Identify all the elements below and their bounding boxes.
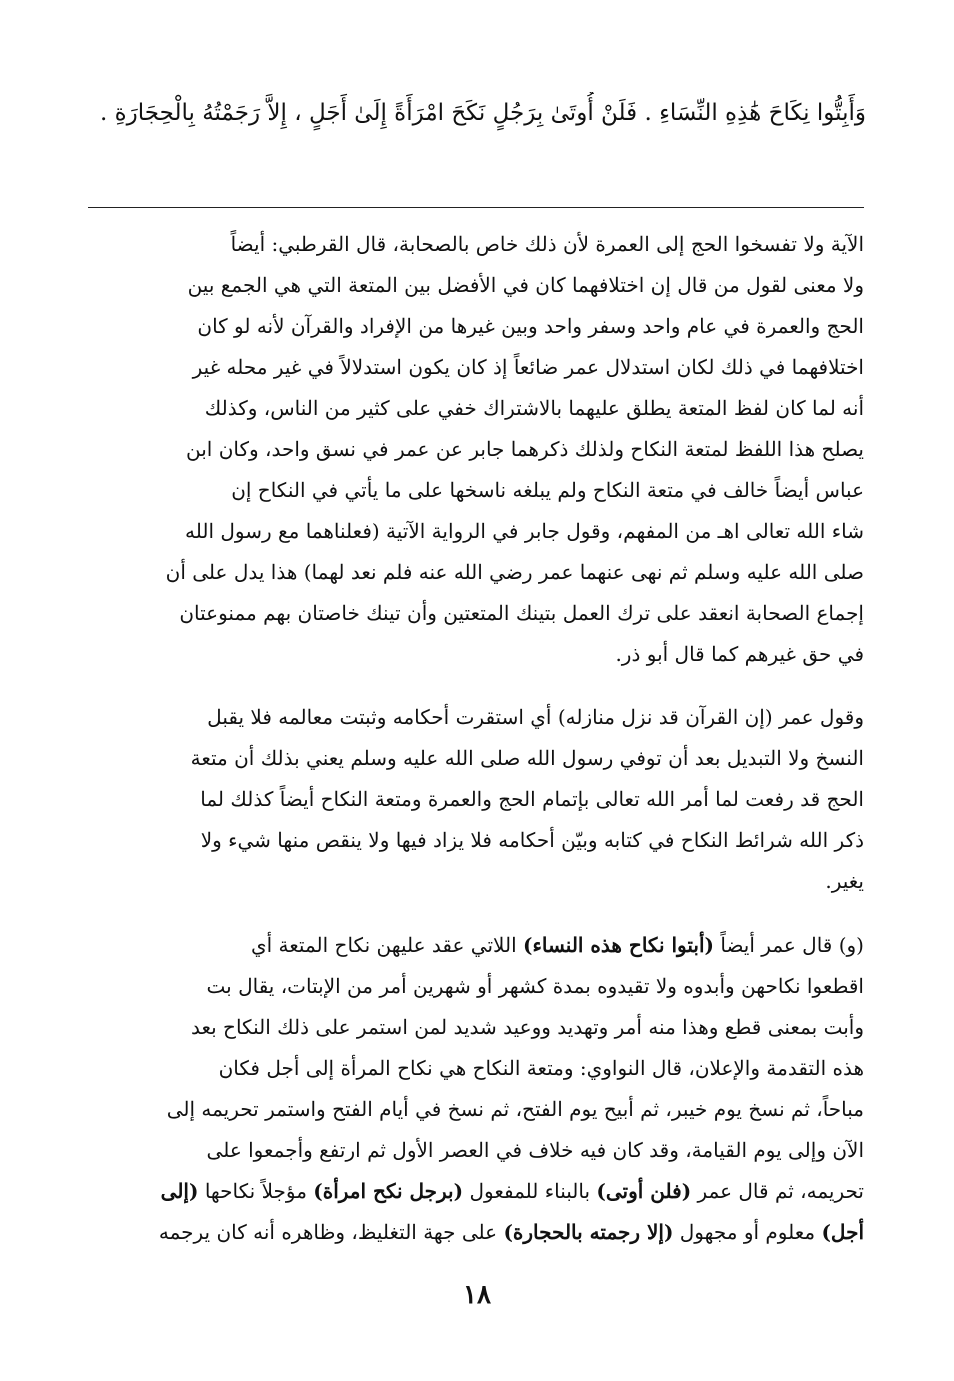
text-run: مؤجلاً نكاحها bbox=[198, 1179, 314, 1203]
commentary-line: الآن وإلى يوم القيامة، وقد كان فيه خلاف في العصر الأول ثم ارتفع وأجمعوا على bbox=[206, 1138, 864, 1162]
footnote-separator-rule bbox=[88, 207, 864, 208]
commentary-line: وأبت بمعنى قطع وهذا منه أمر وتهديد ووعيد شديد لمن استمر على ذلك النكاح بعد bbox=[190, 1015, 864, 1039]
text-run: اللاتي عقد عليهن نكاح المتعة أي bbox=[250, 933, 523, 957]
commentary-line: شاء الله تعالى اهـ من المفهم، وقول جابر في الرواية الآتية (فعلناهما مع رسول الله bbox=[185, 519, 864, 543]
commentary-line: اختلافهما في ذلك لكان استدلال عمر ضائعاً إذ كان يكون استدلالاً في غير محله غير bbox=[192, 355, 864, 379]
text-run: تحريمه، ثم قال عمر bbox=[691, 1179, 864, 1203]
commentary-line: الآية ولا تفسخوا الحج إلى العمرة لأن ذلك خاص بالصحابة، قال القرطبي: أيضاً bbox=[230, 232, 864, 256]
commentary-line bbox=[90, 924, 864, 966]
commentary-line: الحج والعمرة في عام واحد وسفر واحد وبين غيرها من الإفراد والقرآن لأنه لو كان bbox=[197, 314, 864, 338]
quoted-hadith-phrase: أجل) bbox=[821, 1220, 864, 1244]
commentary-line: يغير. bbox=[825, 869, 864, 893]
commentary-line bbox=[90, 1170, 864, 1212]
commentary-line: الحج قد رفعت لما أمر الله تعالى بإتمام الحج والعمرة ومتعة النكاح أيضاً كذلك لما bbox=[200, 787, 864, 811]
commentary-line: في حق غيرهم كما قال أبو ذر. bbox=[615, 642, 864, 666]
commentary-line: النسخ ولا التبديل بعد أن توفي رسول الله صلى الله عليه وسلم يعني بذلك أن متعة bbox=[190, 746, 864, 770]
commentary-line: يصلح هذا اللفظ لمتعة النكاح ولذلك ذكرهما جابر عن عمر في نسق واحد، وكان ابن bbox=[186, 437, 864, 461]
quoted-hadith-phrase: (أبتوا نكاح هذه النساء) bbox=[522, 933, 715, 957]
commentary-line bbox=[90, 1211, 864, 1253]
quoted-hadith-phrase: (فلن أوتى) bbox=[596, 1179, 692, 1203]
page-number: ١٨ bbox=[463, 1280, 491, 1310]
commentary-line: هذه التقدمة والإعلان، قال النواوي: ومتعة النكاح هي نكاح المرأة إلى أجل فكان bbox=[218, 1056, 864, 1080]
commentary-line: عباس أيضاً خالف في متعة النكاح ولم يبلغه ناسخها على ما يأتي في النكاح إن bbox=[231, 478, 864, 502]
commentary-line: أنه لما كان لفظ المتعة يطلق عليهما بالاشتراك خفي على كثير من الناس، وكذلك bbox=[204, 396, 864, 420]
text-run: معلوم أو مجهول bbox=[673, 1220, 822, 1244]
commentary-line: ذكر الله شرائط النكاح في كتابه وبيّن أحكامه فلا يزاد فيها ولا ينقص منها شيء ولا bbox=[200, 828, 864, 852]
text-run: (و) قال عمر أيضاً bbox=[714, 933, 864, 957]
commentary-line: مباحاً، ثم نسخ يوم خيبر، ثم أبيح يوم الفتح، ثم نسخ في أيام الفتح واستمر تحريمه إلى bbox=[166, 1097, 864, 1121]
hadith-verse-line: وَأَبِتُّوا نِكَاحَ هَٰذِهِ النِّسَاءِ . فَلَنْ أُوتَىٰ بِرَجُلٍ نَكَحَ امْرَأَةً إِلَىٰ أَجَلٍ ، إِلاَّ رَجَمْتُهُ بِالْحِجَارَةِ . bbox=[100, 100, 866, 126]
commentary-line: اقطعوا نكاحهن وأبدوه ولا تقيدوه بمدة كشهر أو شهرين أمر من الإبتات، يقال بت bbox=[206, 974, 864, 998]
commentary-line: وقول عمر (إن القرآن قد نزل منازله) أي استقرت أحكامه وثبتت معالمه فلا يقبل bbox=[207, 705, 864, 729]
commentary-line: إجماع الصحابة انعقد على ترك العمل بتينك المتعتين وأن تينك خاصتان بهم ممنوعتان bbox=[179, 601, 864, 625]
text-run: على جهة التغليظ، وظاهره أنه كان يرجمه bbox=[158, 1220, 504, 1244]
quoted-hadith-phrase: (إلى bbox=[160, 1179, 199, 1203]
commentary-line: صلى الله عليه وسلم ثم نهى عنهما عمر رضي الله عنه فلم نعد لهما) هذا يدل على أن bbox=[165, 560, 864, 584]
commentary-line: ولا معنى لقول من قال إن اختلافهما كان في الأفضل بين المتعة التي هي الجمع بين bbox=[187, 273, 864, 297]
text-run: بالبناء للمفعول bbox=[463, 1179, 597, 1203]
quoted-hadith-phrase: (إلا رجمته بالحجارة) bbox=[503, 1220, 674, 1244]
quoted-hadith-phrase: (برجل نكح امرأة) bbox=[313, 1179, 464, 1203]
